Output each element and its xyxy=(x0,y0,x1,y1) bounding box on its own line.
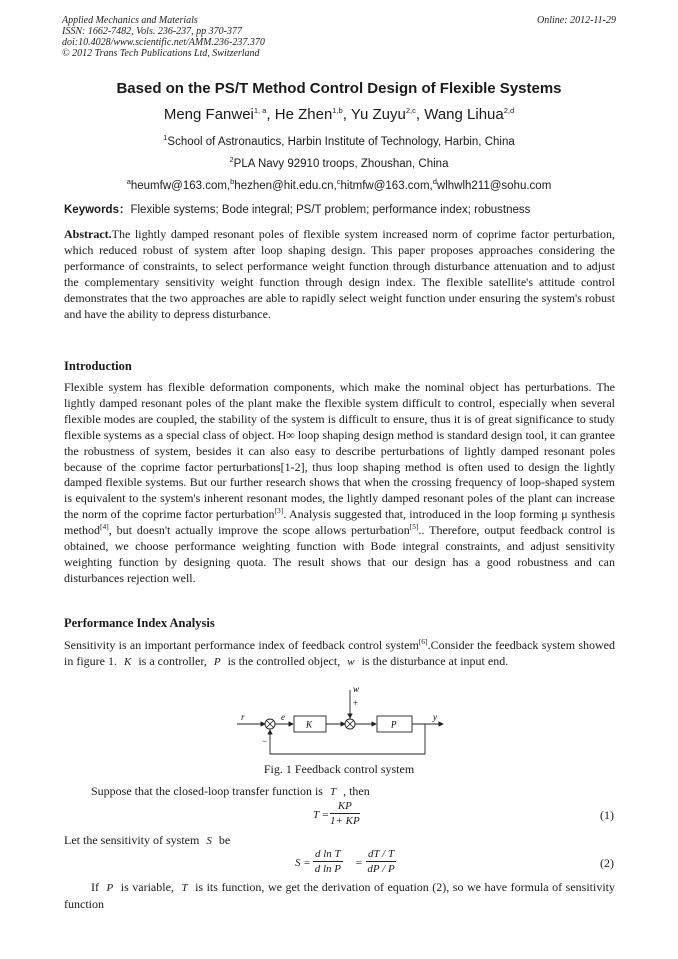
var-t: T xyxy=(181,882,188,894)
eq1-number: (1) xyxy=(600,808,614,822)
figure-caption: Fig. 1 Feedback control system xyxy=(263,762,415,776)
affiliation-sup: 2 xyxy=(229,155,234,165)
label-plus: + xyxy=(353,698,359,708)
keywords-label: Keywords： xyxy=(64,204,131,216)
issn: ISSN: 1662-7482, Vols. 236-237, pp 370-377 xyxy=(62,26,242,37)
if-text-2: is variable, xyxy=(117,880,178,894)
author-name: Meng Fanwei xyxy=(163,106,254,123)
label-y: y xyxy=(433,712,437,722)
eq2-lhs: S = xyxy=(295,857,311,869)
doi: doi:10.4028/www.scientific.net/AMM.236-237.370 xyxy=(62,37,265,48)
let-text-2: be xyxy=(215,833,231,847)
intro-heading: Introduction xyxy=(64,359,132,373)
author-name: Yu Zuyu xyxy=(350,106,406,123)
citation-4[interactable]: [4] xyxy=(100,522,109,532)
intro-text-3: , but doesn't actually improve the scope allows perturbation xyxy=(108,523,410,538)
label-p: P xyxy=(391,719,397,730)
label-k: K xyxy=(306,719,313,730)
email-sup: b xyxy=(230,177,235,187)
eq2-numerator-2: dT / T xyxy=(368,848,395,860)
affiliation-sup: 1 xyxy=(163,133,168,143)
affiliation-2 xyxy=(0,155,678,170)
author-sup: 2,c xyxy=(405,106,416,115)
if-text-1: If xyxy=(91,880,103,894)
var-s: S xyxy=(206,835,212,847)
citation-3[interactable]: [3] xyxy=(274,506,284,516)
email-sup: a xyxy=(126,177,131,187)
author-sup: 1,b xyxy=(332,106,343,115)
online-date: Online: 2012-11-29 xyxy=(537,15,616,26)
perf-heading: Performance Index Analysis xyxy=(64,616,215,630)
perf-text-1: Sensitivity is an important performance index of feedback control system xyxy=(64,638,419,652)
email-sup: c xyxy=(336,177,341,187)
label-minus: − xyxy=(262,736,268,746)
intro-text-2: . Analysis suggested that, introduced in the loop forming μ synthesis method xyxy=(64,507,615,538)
eq1-fraction xyxy=(330,800,360,827)
var-k: K xyxy=(124,655,132,668)
affiliation-1 xyxy=(0,133,678,148)
author-list: Meng Fanwei$^{1, a}$, He Zhen$^{1,b}$, Yu Zuyu$^{2,c}$, Wang Lihua$^{2,d}$ xyxy=(163,106,515,123)
if-text-3: is its function, we get the derivation of equation (2), so we have formula of sensitivity function xyxy=(64,880,615,911)
email-list xyxy=(0,177,678,192)
abstract-text: The lightly damped resonant poles of flexible system increased norm of coprime factor perturbation, which reduced robust of system after loop shaping design. This paper proposes approaches considering the performance of constraints, to select performance weight function through disturbance attenuation and to adjust the complementary sensitivity weight function through design index. The flexible satellite's attitude control demonstrates that the two approaches are able to rapidly select weight function under ensuring the system's robust and have the ability to depress disturbance. xyxy=(64,227,615,321)
eq1-numerator: KP xyxy=(330,800,360,814)
var-p: P xyxy=(106,882,114,894)
perf-paragraph xyxy=(64,638,615,671)
author-sup: 1, a xyxy=(253,106,267,115)
email[interactable]: hezhen@hit.edu.cn, xyxy=(234,180,337,192)
eq2-denominator-1: d ln P xyxy=(314,863,341,875)
keywords-text: Flexible systems; Bode integral; PS/T problem; performance index; robustness xyxy=(130,204,531,216)
eq2-fraction-2 xyxy=(366,848,396,875)
perf-text-2: .Consider the feedback system showed in figure 1. xyxy=(64,638,615,668)
abstract xyxy=(64,227,615,322)
journal-header xyxy=(62,15,265,59)
keywords xyxy=(64,201,616,217)
abstract-label: Abstract. xyxy=(64,227,112,241)
intro-paragraph xyxy=(64,380,615,587)
affiliation-text: PLA Navy 92910 troops, Zhoushan, China xyxy=(233,158,449,170)
feedback-diagram xyxy=(235,684,445,764)
label-w: w xyxy=(353,684,360,694)
eq2-denominator-2: dP / P xyxy=(367,863,395,875)
email-sup: d xyxy=(432,177,437,187)
var-w: w xyxy=(347,655,355,668)
paper-title: Based on the PS/T Method Control Design of Flexible Systems xyxy=(116,80,562,97)
suppose-line xyxy=(64,784,615,801)
author-name: He Zhen xyxy=(274,106,333,123)
email[interactable]: wlhwlh211@sohu.com xyxy=(436,180,552,192)
suppose-text-2: , then xyxy=(340,784,370,798)
eq1-denominator: 1+ KP xyxy=(330,815,360,827)
label-e: e xyxy=(281,712,285,722)
perf-text-4: is the controlled object, xyxy=(224,653,344,668)
suppose-text-1: Suppose that the closed-loop transfer function is xyxy=(91,784,326,798)
perf-text-3: is a controller, xyxy=(135,653,210,668)
journal-name: Applied Mechanics and Materials xyxy=(62,15,198,26)
copyright: © 2012 Trans Tech Publications Ltd, Switzerland xyxy=(62,48,260,59)
author-name: Wang Lihua xyxy=(424,106,504,123)
affiliation-text: School of Astronautics, Harbin Institute of Technology, Harbin, China xyxy=(167,136,515,148)
let-text-1: Let the sensitivity of system xyxy=(64,833,203,847)
intro-text-1: Flexible system has flexible deformation components, which make the nominal object has perturbations. The lightly damped resonant poles of the plant make the flexible system difficult to control, especially when several flexible modes are coupled, the stability of the system is difficult to ensure, thus it is of great significance to study flexible systems as a special class of object. H∞ loop shaping design method is standard design tool, it can grantee the robustness of system, besides it can also easy to describe perturbations of lightly damped resonant poles because of the coprime factor perturbations[1-2], thus loop shaping method is often used to design the lightly damped flexible systems. But our further research shows that when the crossing frequency of loop-shaped system is equivalent to the system's inherent resonant modes, the lightly damped resonant poles of the plant can increase the norm of the coprime factor perturbation xyxy=(64,380,615,522)
perf-text-5: is the disturbance at input end. xyxy=(358,653,509,668)
email[interactable]: hitmfw@163.com, xyxy=(340,180,433,192)
label-r: r xyxy=(241,712,245,722)
var-p: P xyxy=(213,655,221,668)
eq2-fraction-1 xyxy=(313,848,343,875)
email[interactable]: heumfw@163.com, xyxy=(130,180,231,192)
citation-6[interactable]: [6] xyxy=(418,637,428,646)
author-sup: 2,d xyxy=(503,106,515,115)
intro-text-4: .. Therefore, output feedback control is obtained, we choose performance weighting function with Bode integral constraints, and adjust sensitivity weighting function by designing quota. The result shows that our design has a good robustness and can disturbances rejection well. xyxy=(64,523,615,585)
if-paragraph xyxy=(64,880,615,913)
eq2-equals: = xyxy=(355,857,363,869)
var-t: T xyxy=(329,786,337,798)
citation-5[interactable]: [5] xyxy=(409,522,419,532)
eq2-numerator-1: d ln T xyxy=(315,848,341,860)
eq2-number: (2) xyxy=(600,856,614,870)
eq1-lhs: T = xyxy=(313,809,330,821)
